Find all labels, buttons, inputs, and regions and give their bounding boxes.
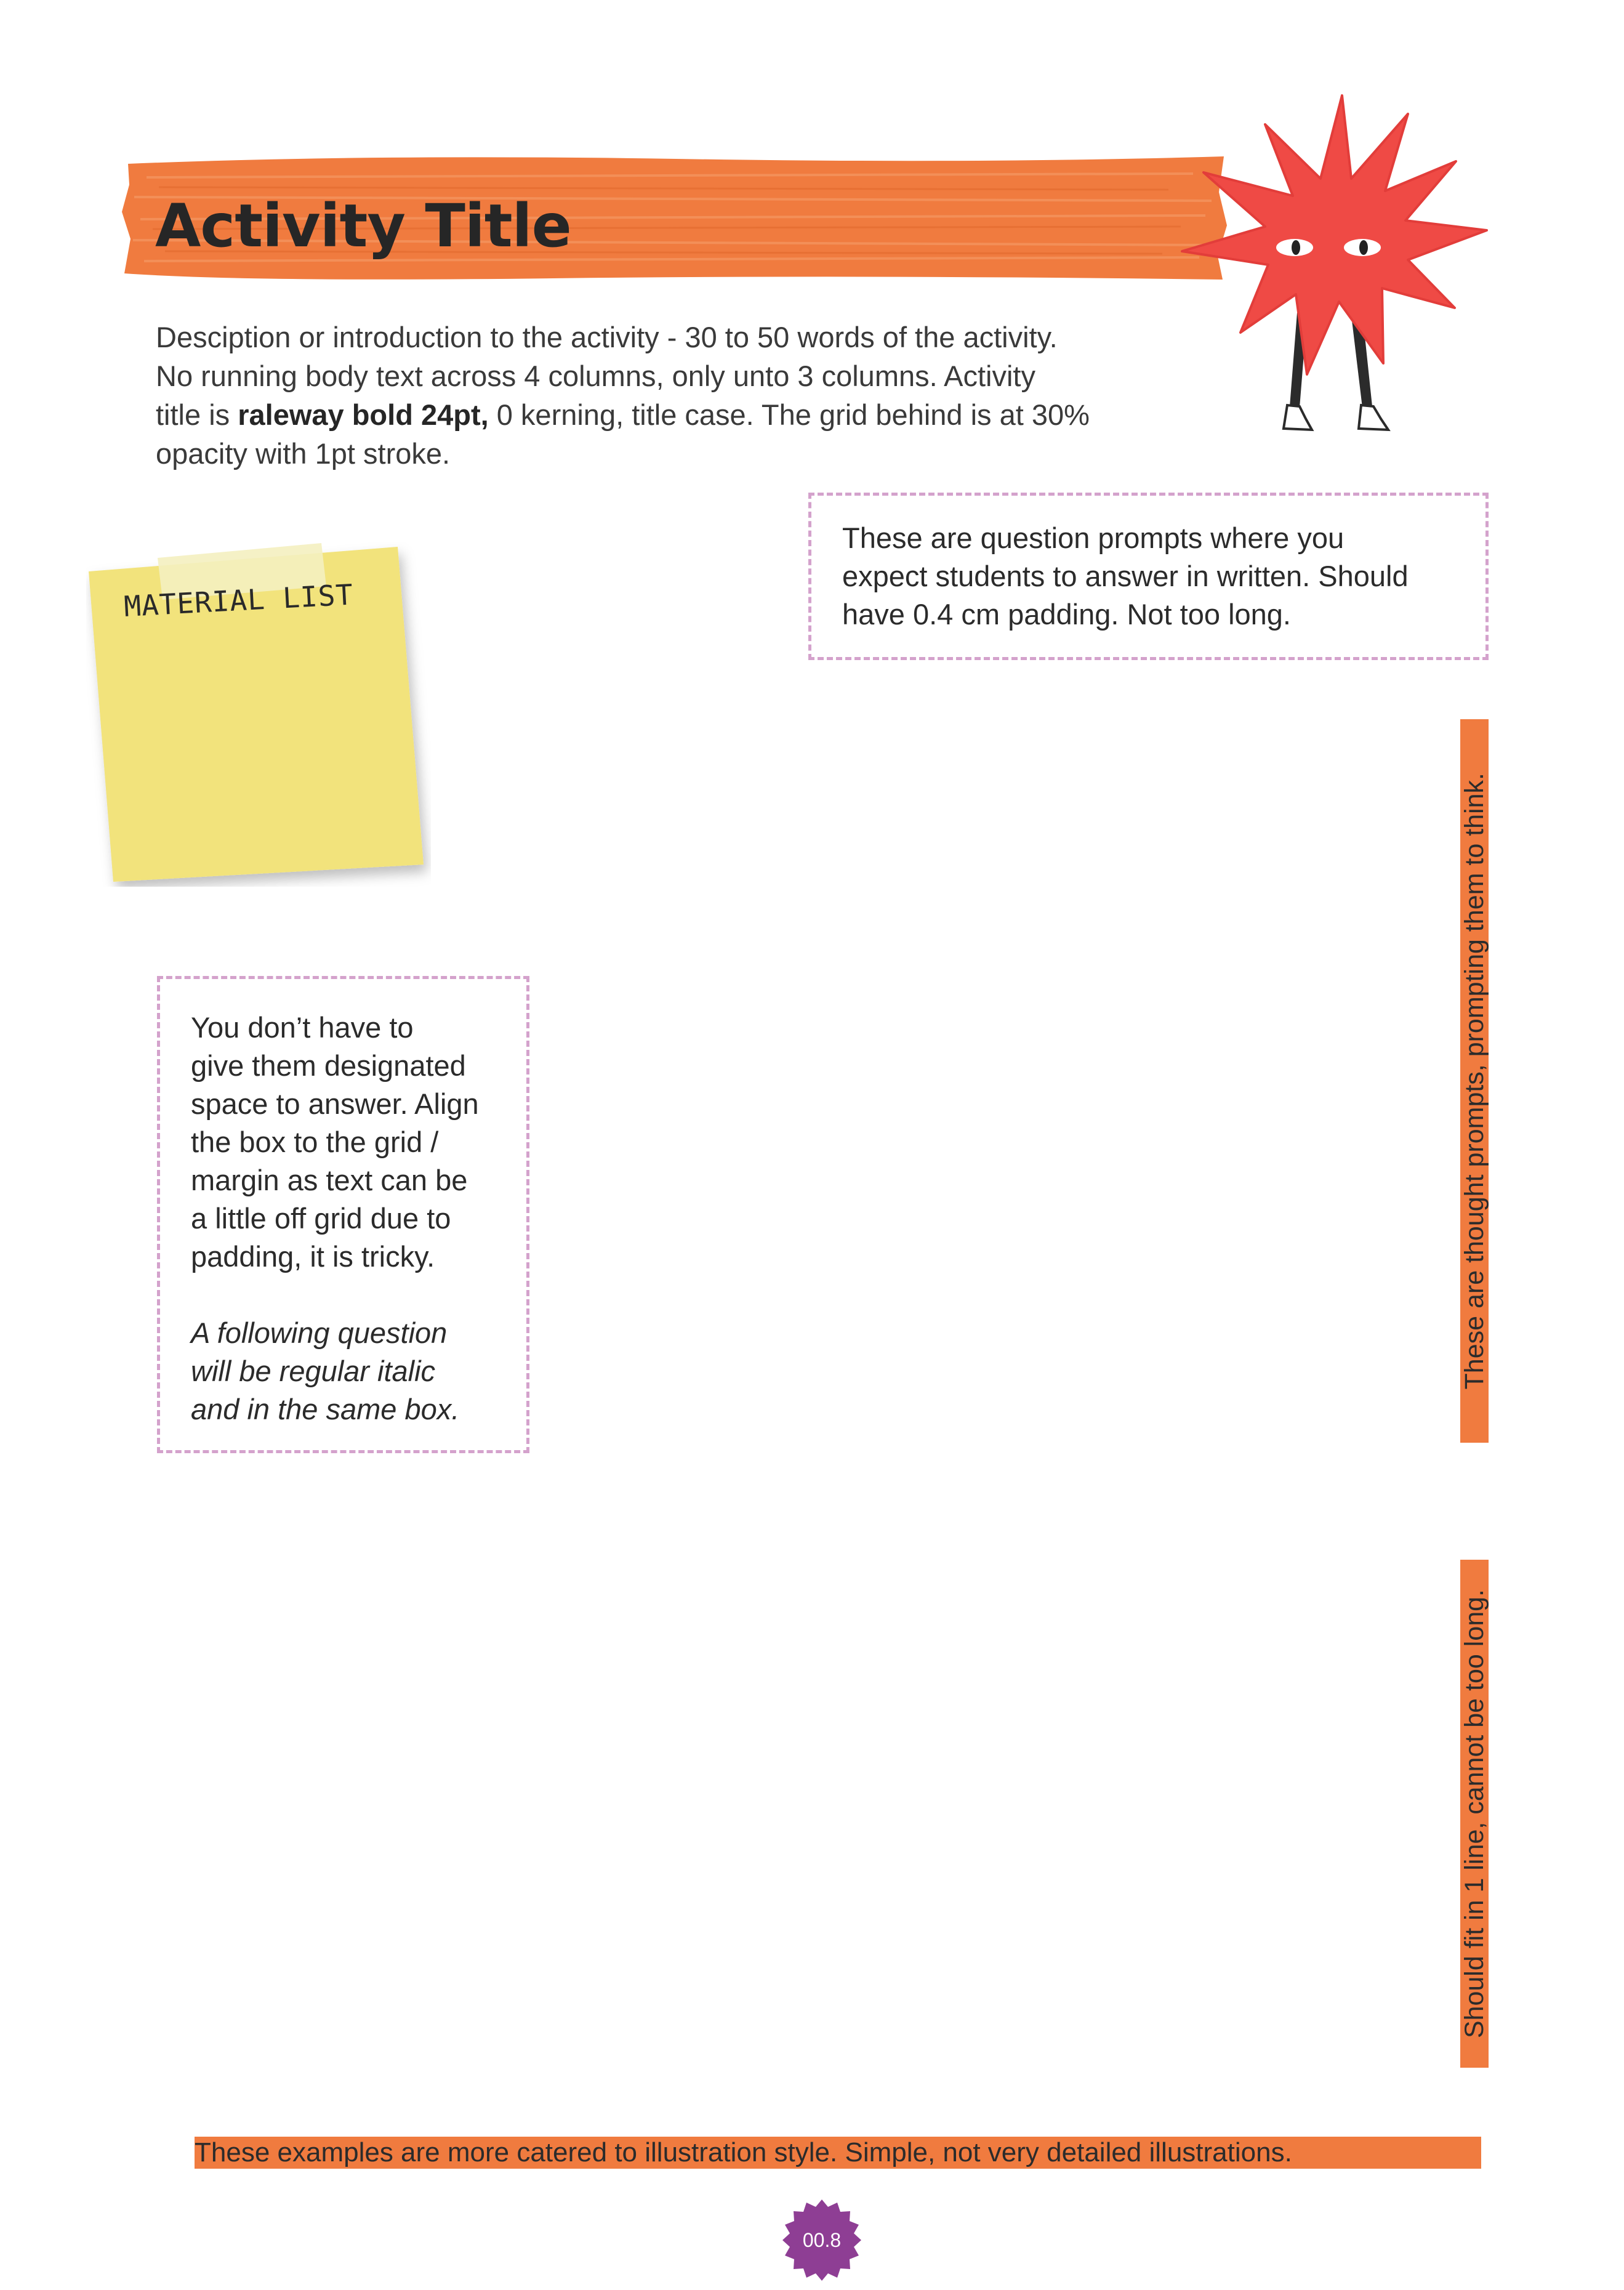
thought-prompt-band	[1460, 1560, 1489, 2068]
page-number: 00.8	[802, 2228, 842, 2251]
intro-line	[156, 395, 1165, 434]
intro-text: title is	[156, 398, 238, 431]
intro-line: No running body text across 4 columns, only unto 3 columns. Activity	[156, 360, 1035, 392]
follow-question-line: A following question	[191, 1316, 448, 1349]
follow-question-line: and in the same box.	[191, 1393, 460, 1425]
intro-bold-text: raleway bold 24pt,	[238, 398, 489, 431]
prompt-line: space to answer. Align	[191, 1087, 479, 1120]
prompt-line: give them designated	[191, 1049, 466, 1082]
prompt-line: These are question prompts where you	[842, 522, 1345, 554]
prompt-line: the box to the grid /	[191, 1126, 439, 1158]
prompt-line: a little off grid due to	[191, 1202, 451, 1235]
answer-prompt-box	[157, 976, 529, 1453]
sticky-note-label: MATERIAL LIST	[123, 578, 355, 623]
thought-prompt-band	[1460, 719, 1489, 1443]
thought-prompt-text: Should fit in 1 line, cannot be too long.	[1459, 1589, 1489, 2039]
star-character-illustration	[1167, 86, 1499, 443]
prompt-line: margin as text can be	[191, 1164, 468, 1196]
intro-text: 0 kerning, title case. The grid behind is at 30%	[488, 398, 1090, 431]
prompt-line: have 0.4 cm padding. Not too long.	[842, 598, 1291, 631]
intro-line: Desciption or introduction to the activity - 30 to 50 words of the activity.	[156, 321, 1058, 353]
intro-paragraph	[156, 318, 1165, 473]
question-prompt-box	[808, 493, 1489, 660]
thought-prompt-text: These are thought prompts, prompting them to think.	[1459, 772, 1489, 1390]
page-title: Activity Title	[155, 192, 571, 260]
prompt-line: expect students to answer in written. Should	[842, 560, 1409, 592]
bottom-note-band: These examples are more catered to illustration style. Simple, not very detailed illustrations.	[195, 2137, 1481, 2169]
prompt-line: padding, it is tricky.	[191, 1240, 435, 1273]
star-body	[1182, 95, 1487, 374]
follow-question-line: will be regular italic	[191, 1355, 436, 1387]
intro-line: opacity with 1pt stroke.	[156, 437, 451, 470]
prompt-line: You don’t have to	[191, 1011, 414, 1044]
